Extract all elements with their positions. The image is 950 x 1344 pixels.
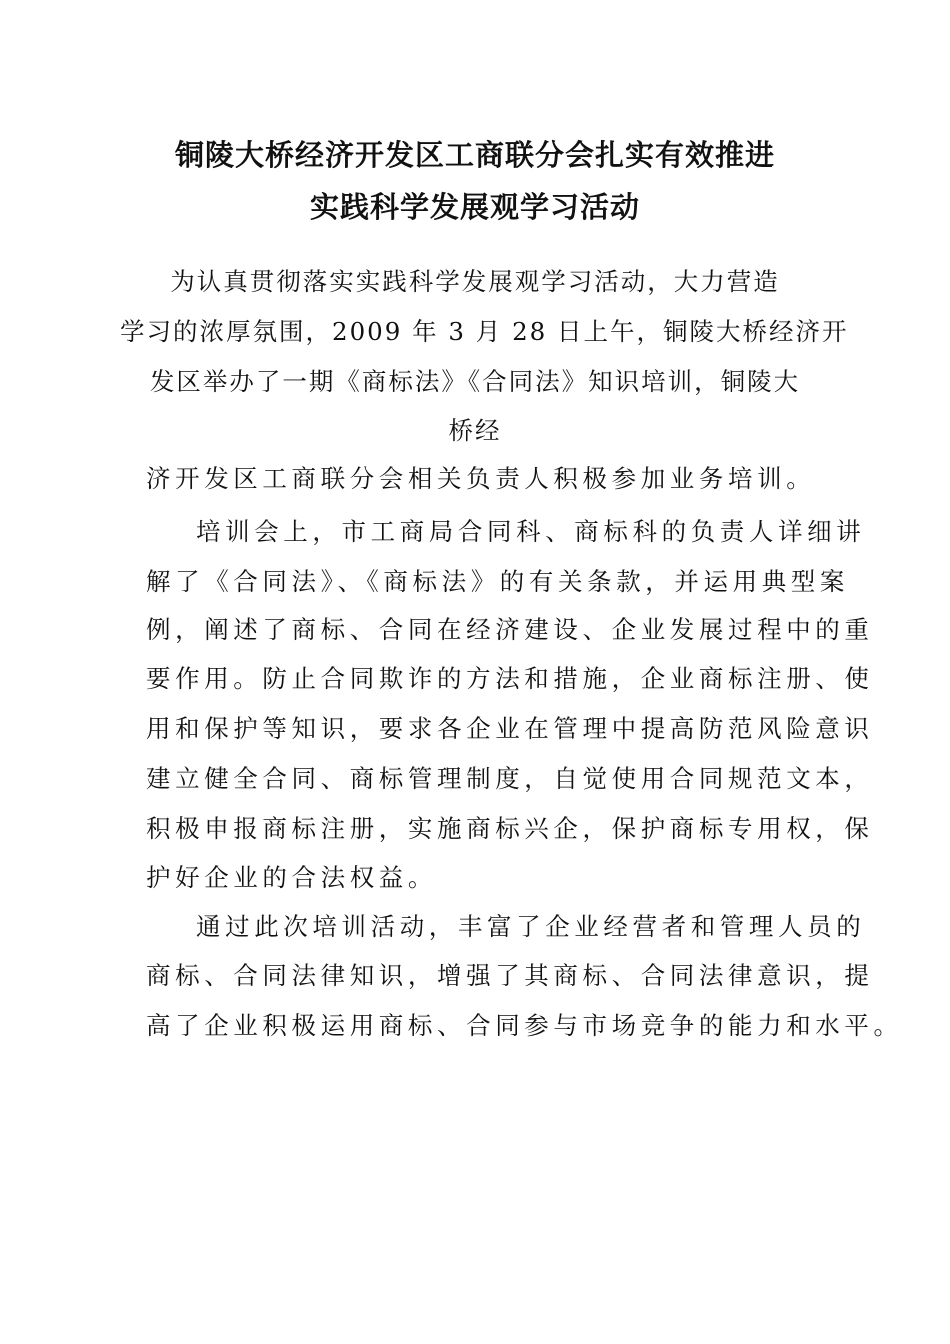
intro-line-2: 学习的浓厚氛围，2009 年 3 月 28 日上午，铜陵大桥经济开 bbox=[120, 317, 849, 346]
title-line-1: 铜陵大桥经济开发区工商联分会扎实有效推进 bbox=[174, 138, 775, 172]
intro-line-3: 发区举办了一期《商标法》《合同法》知识培训，铜陵大 bbox=[149, 367, 801, 396]
para2-line-2: 解了《合同法》、《商标法》的有关条款，并运用典型案 bbox=[146, 567, 849, 596]
para2-line-6: 建立健全合同、商标管理制度，自觉使用合同规范文本， bbox=[146, 764, 874, 793]
para3-line-1: 通过此次培训活动，丰富了企业经营者和管理人员的 bbox=[196, 912, 866, 941]
intro-line-4: 桥经 bbox=[448, 416, 502, 445]
para2-line-4: 要作用。防止合同欺诈的方法和措施，企业商标注册、使 bbox=[146, 664, 874, 693]
para2-line-3: 例，阐述了商标、合同在经济建设、企业发展过程中的重 bbox=[146, 615, 874, 644]
intro-continuation: 济开发区工商联分会相关负责人积极参加业务培训。 bbox=[146, 464, 816, 493]
para3-line-2: 商标、合同法律知识，增强了其商标、合同法律意识，提 bbox=[146, 961, 874, 990]
para2-line-1: 培训会上，市工商局合同科、商标科的负责人详细讲 bbox=[196, 517, 866, 546]
title-line-2: 实践科学发展观学习活动 bbox=[309, 190, 640, 224]
para2-line-7: 积极申报商标注册，实施商标兴企，保护商标专用权，保 bbox=[146, 814, 874, 843]
para2-line-8: 护好企业的合法权益。 bbox=[146, 863, 437, 892]
para3-line-3: 高了企业积极运用商标、合同参与市场竞争的能力和水平。 bbox=[146, 1011, 903, 1040]
para2-line-5: 用和保护等知识，要求各企业在管理中提高防范风险意识 bbox=[146, 714, 874, 743]
intro-line-1: 为认真贯彻落实实践科学发展观学习活动，大力营造 bbox=[170, 267, 780, 296]
